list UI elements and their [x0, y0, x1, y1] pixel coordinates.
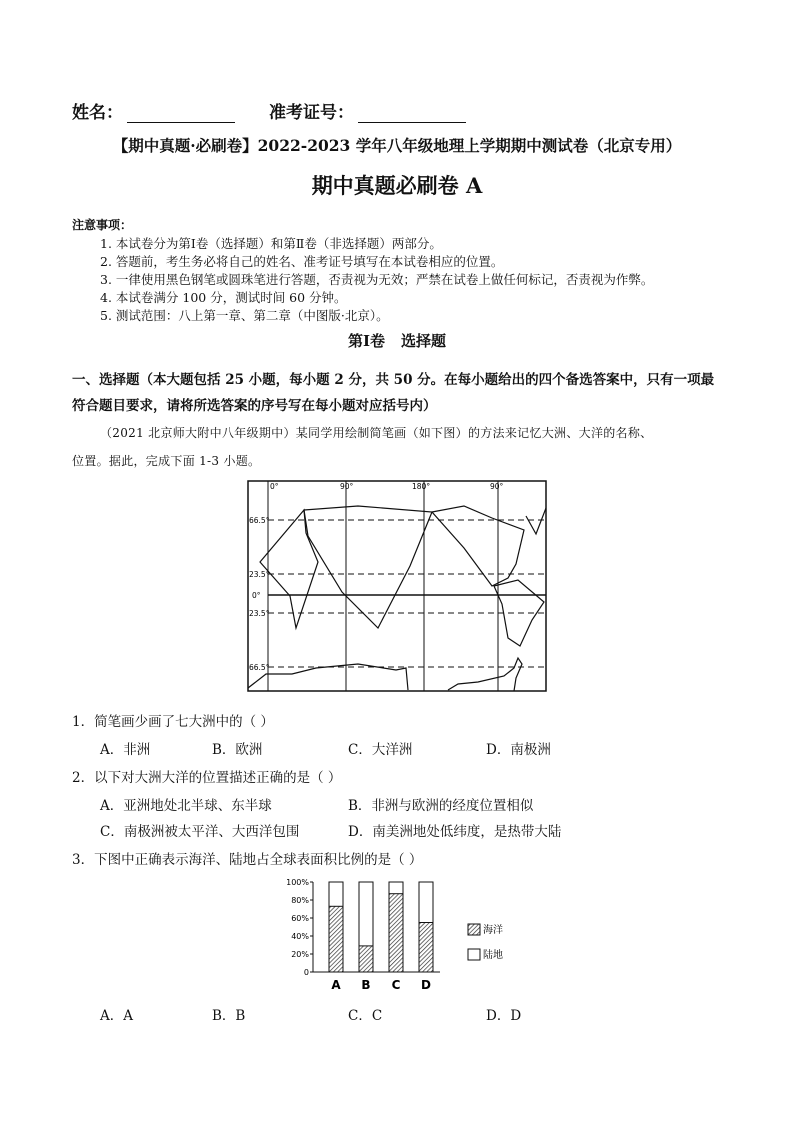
note-item: 4. 本试卷满分 100 分，测试时间 60 分钟。 — [100, 290, 347, 305]
bar-ocean — [389, 894, 403, 972]
lon-label: 0° — [270, 482, 279, 491]
lat-label: 66.5° — [249, 516, 270, 525]
bar-ocean — [419, 923, 433, 973]
option-c[interactable]: C．南极洲被太平洋、大西洋包围 — [100, 824, 300, 840]
y-tick-label: 80% — [291, 896, 309, 905]
paper-title: 【期中真题·必刷卷】2022-2023 学年八年级地理上学期期中测试卷（北京专用） — [112, 136, 682, 155]
note-item: 1. 本试卷分为第Ⅰ卷（选择题）和第Ⅱ卷（非选择题）两部分。 — [100, 236, 442, 251]
note-item: 2. 答题前，考生务必将自己的姓名、准考证号填写在本试卷相应的位置。 — [100, 254, 504, 269]
option-a[interactable]: A．A — [100, 1008, 133, 1024]
world-sketch-map — [246, 478, 548, 694]
lat-label: 0° — [252, 591, 261, 600]
option-a[interactable]: A．非洲 — [100, 742, 151, 758]
notes-title: 注意事项： — [72, 218, 133, 232]
legend-swatch-ocean — [468, 924, 480, 935]
category-label: C — [391, 978, 401, 992]
lon-label: 90° — [340, 482, 354, 491]
bar-ocean — [359, 946, 373, 972]
category-label: D — [421, 978, 431, 992]
y-tick-label: 40% — [291, 932, 309, 941]
lat-label: 66.5° — [249, 663, 270, 672]
name-blank[interactable] — [127, 104, 235, 123]
option-c[interactable]: C．C — [348, 1008, 383, 1024]
option-b[interactable]: B．非洲与欧洲的经度位置相似 — [348, 798, 534, 814]
id-blank[interactable] — [358, 104, 466, 123]
name-label: 姓名： — [72, 103, 123, 123]
section-title — [0, 330, 794, 351]
y-tick-label: 0 — [303, 968, 309, 977]
section-intro: 一、选择题（本大题包括 25 小题，每小题 2 分，共 50 分。在每小题给出的四个备选答案中，只有一项最 — [72, 372, 715, 388]
passage: （2021 北京师大附中八年级期中）某同学用绘制简笔画（如下图）的方法来记忆大洲、大洋的名称、 — [100, 426, 653, 440]
main-title: 期中真题必刷卷 A — [311, 173, 483, 198]
name-row — [72, 98, 466, 123]
note-item: 3. 一律使用黑色钢笔或圆珠笔进行答题，否责视为无效；严禁在试卷上做任何标记，否责视为作弊。 — [100, 272, 654, 287]
option-b[interactable]: B．B — [212, 1008, 246, 1024]
section-intro: 符合题目要求，请将所选答案的序号写在每小题对应括号内） — [72, 398, 437, 414]
option-d[interactable]: D．南极洲 — [486, 742, 551, 758]
question-stem: 3．下图中正确表示海洋、陆地占全球表面积比例的是（ ） — [72, 852, 423, 868]
y-tick-label: 60% — [291, 914, 309, 923]
bar-ocean — [329, 906, 343, 972]
id-label: 准考证号： — [269, 103, 354, 123]
option-c[interactable]: C．大洋洲 — [348, 742, 413, 758]
legend-swatch-land — [468, 949, 480, 960]
lat-label: 23.5° — [249, 609, 270, 618]
lon-label: 180° — [412, 482, 431, 491]
legend-label-ocean: 海洋 — [483, 925, 503, 936]
option-d[interactable]: D．D — [486, 1008, 522, 1024]
category-label: A — [331, 978, 341, 992]
land-ocean-bar-chart — [280, 872, 520, 996]
category-label: B — [361, 978, 371, 992]
option-b[interactable]: B．欧洲 — [212, 742, 263, 758]
section-title-a: 第Ⅰ卷 — [347, 332, 385, 350]
question-stem: 2．以下对大洲大洋的位置描述正确的是（ ） — [72, 770, 342, 786]
question-stem: 1．简笔画少画了七大洲中的（ ） — [72, 714, 274, 730]
map-frame — [248, 481, 546, 691]
y-tick-label: 100% — [286, 878, 309, 887]
lon-label: 90° — [490, 482, 504, 491]
lat-label: 23.5° — [249, 570, 270, 579]
note-item: 5. 测试范围：八上第一章、第二章（中图版·北京）。 — [100, 308, 389, 323]
legend-label-land: 陆地 — [483, 950, 503, 961]
section-title-b: 选择题 — [401, 332, 447, 350]
y-tick-label: 20% — [291, 950, 309, 959]
option-d[interactable]: D．南美洲地处低纬度，是热带大陆 — [348, 824, 562, 840]
option-a[interactable]: A．亚洲地处北半球、东半球 — [100, 798, 272, 814]
passage: 位置。据此，完成下面 1-3 小题。 — [72, 454, 261, 468]
